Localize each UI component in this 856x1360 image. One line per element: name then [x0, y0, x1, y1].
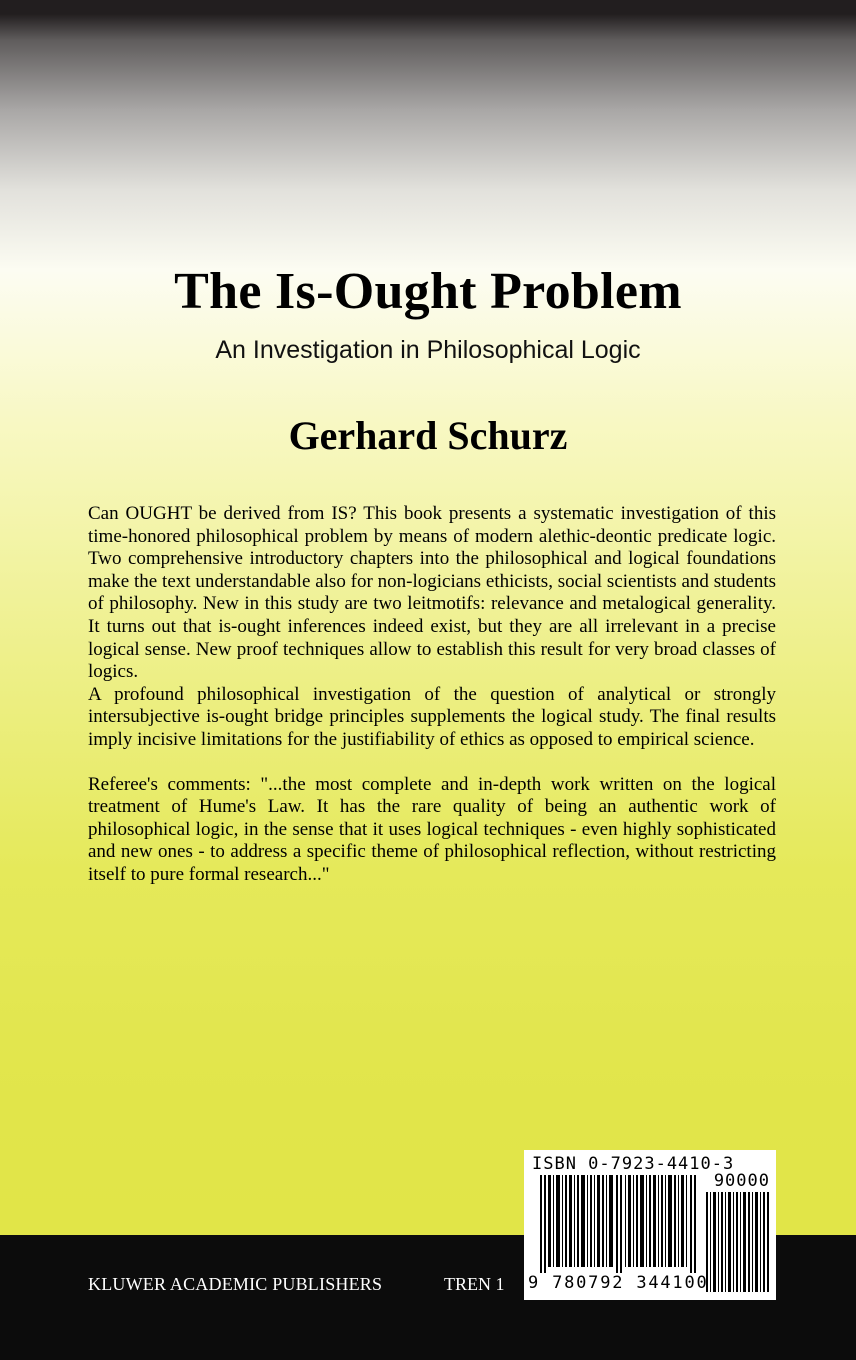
referee-comments: Referee's comments: "...the most complete and in-depth work written on the logical treatment of Hume's Law. It has the rare quality of being an authentic work of philosophical logic, in the sense that it uses logical techniques - even highly sophisticated and new ones - to address a specific theme of philosophical reflection, without restricting itself to pure formal research..."	[88, 773, 776, 885]
blurb-paragraph-1: Can OUGHT be derived from IS? This book presents a systematic investigation of this time-honored philosophical problem by means of modern alethic-deontic predicate logic. Two comprehensive introductory chapters into the philosophical and logical foundations make the text understandable also for non-logicians ethicists, social scientists and students of philosophy. New in this study are two leitmotifs: relevance and metalogical generality. It turns out that is-ought inferences indeed exist, but they are all irrelevant in a precise logical sense. New proof techniques allow to establish this result for very broad classes of logics.	[88, 503, 776, 683]
addon-barcode-bars	[706, 1192, 770, 1292]
ean-barcode-bars	[540, 1175, 700, 1273]
blurb-text	[88, 503, 776, 887]
author-name: Gerhard Schurz	[288, 413, 568, 458]
publisher-name: KLUWER ACADEMIC PUBLISHERS	[88, 1274, 383, 1294]
blurb-paragraph-2: A profound philosophical investigation of the question of analytical or strongly intersubjective is-ought bridge principles supplements the logical study. The final results imply incisive limitations for the justifiability of ethics as opposed to empirical science.	[88, 683, 776, 750]
series-code: TREN 1	[444, 1274, 505, 1294]
isbn-text: ISBN 0-7923-4410-3	[532, 1154, 735, 1174]
book-subtitle: An Investigation in Philosophical Logic	[215, 336, 641, 364]
book-title: The Is-Ought Problem	[174, 263, 682, 320]
top-dark-band	[0, 0, 856, 14]
price-addon-code: 90000	[713, 1171, 770, 1191]
barcode-label	[524, 1150, 776, 1300]
ean-digits: 9 780792 344100	[528, 1273, 709, 1293]
